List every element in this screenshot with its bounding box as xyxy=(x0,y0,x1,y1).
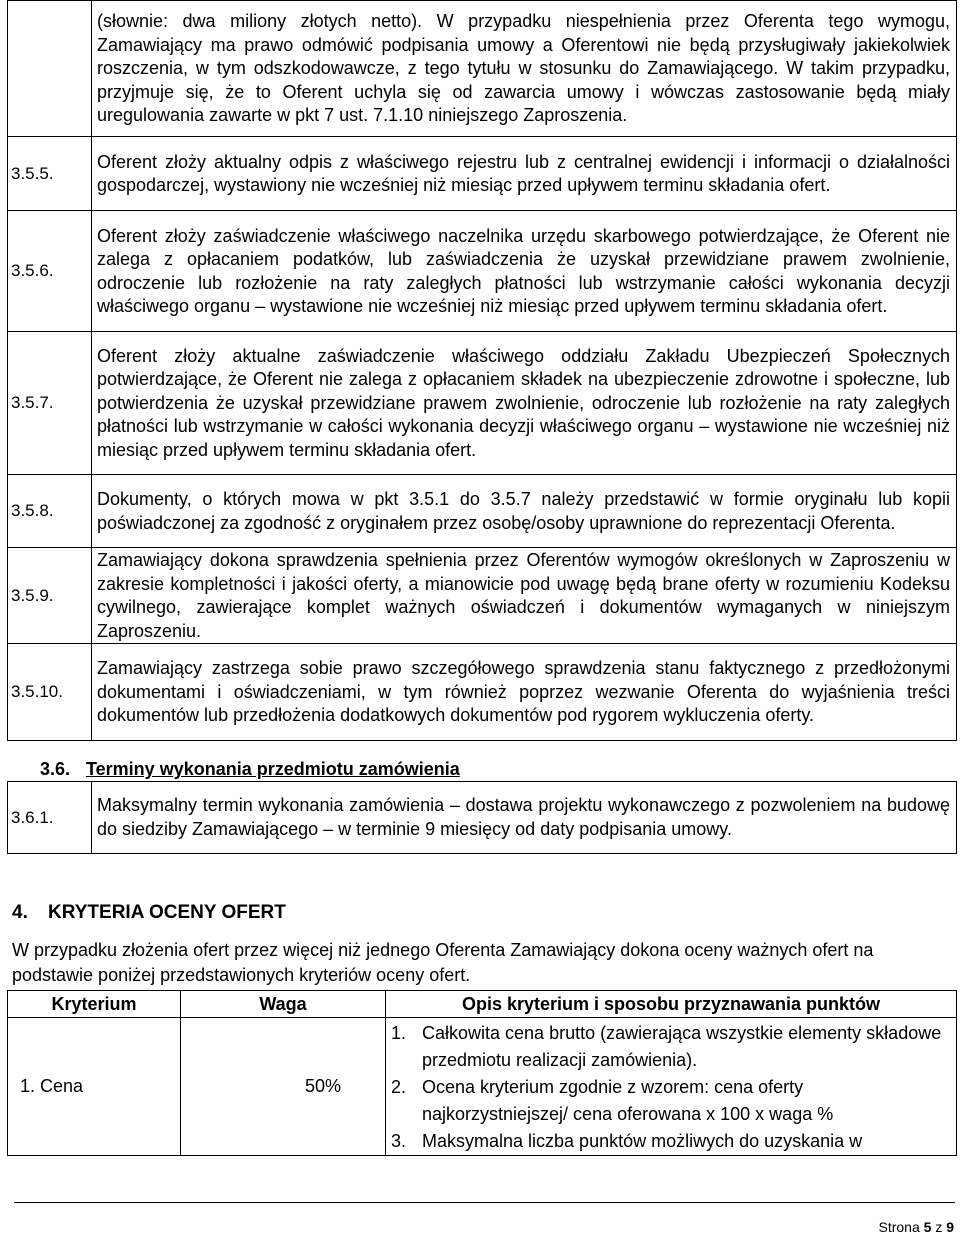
item-number: 3.5.6. xyxy=(8,211,92,332)
criteria-table xyxy=(7,990,957,1156)
item-text: Zamawiający dokona sprawdzenia spełnienia przez Oferentów wymogów określonych w Zaproszeniu w zakresie kompletności i jakości oferty, a mianowicie pod uwagę będą brane oferty w rozumieniu Kodeksu cywilnego, zawierające komplet ważnych oświadczeń i dokumentów wymaganych w niniejszym Zaproszeniu. xyxy=(92,548,957,644)
item-number: 3.5.9. xyxy=(8,548,92,644)
header-waga: Waga xyxy=(181,991,386,1018)
section-3-5-table xyxy=(7,0,957,741)
list-item xyxy=(391,1128,952,1155)
description-list xyxy=(391,1020,952,1155)
section-title: Terminy wykonania przedmiotu zamówienia xyxy=(86,759,460,779)
section-3-6-heading xyxy=(40,759,460,780)
item-text: (słownie: dwa miliony złotych netto). W przypadku niespełnienia przez Oferenta tego wymogu, Zamawiający ma prawo odmówić podpisania umowy a Oferentowi nie będą przysługiwały jakiekolwiek roszczenia, w tym odszkodowawcze, z tego tytułu w stosunku do Zamawiającego. W takim przypadku, przyjmuje się, że to Oferent uchyla się od zawarcia umowy i wówczas zastosowanie będą miały uregulowania zawarte w pkt 7 ust. 7.1.10 niniejszego Zaproszenia. xyxy=(92,1,957,137)
list-item-text: Maksymalna liczba punktów możliwych do uzyskania w xyxy=(422,1131,863,1151)
page-number: 5 xyxy=(923,1219,932,1235)
table-row xyxy=(8,332,957,475)
header-kryterium: Kryterium xyxy=(8,991,181,1018)
item-text: Oferent złoży aktualny odpis z właściwego rejestru lub z centralnej ewidencji i informacji o działalności gospodarczej, wystawiony nie wcześniej niż miesiąc przed upływem terminu składania ofert. xyxy=(92,137,957,211)
list-item-number: 1. xyxy=(391,1023,407,1043)
list-item-text: Całkowita cena brutto (zawierająca wszystkie elementy składowe przedmiotu realizacji zamówienia). xyxy=(422,1023,942,1070)
criterion-weight: 50% xyxy=(181,1018,386,1156)
item-text: Oferent złoży aktualne zaświadczenie właściwego oddziału Zakładu Ubezpieczeń Społecznych potwierdzające, że Oferent nie zalega z opłacaniem składek na ubezpieczenie zdrowotne i społeczne, lub potwierdzenia że uzyskał przewidziane prawem zwolnienie, odroczenie lub rozłożenie na raty zaległych płatności lub wstrzymanie w całości wykonania decyzji właściwego organu – wystawione nie wcześniej niż miesiąc przed upływem terminu składania ofert. xyxy=(92,332,957,475)
item-number: 3.5.8. xyxy=(8,475,92,548)
item-text: Oferent złoży zaświadczenie właściwego naczelnika urzędu skarbowego potwierdzające, że Oferent nie zalega z opłacaniem podatków, lub zaświadczenia że uzyskał przewidziane prawem zwolnienie, odroczenie lub rozłożenie na raty zaległych płatności lub wstrzymanie całości wykonania decyzji właściwego organu – wystawione nie wcześniej niż miesiąc przed upływem terminu składania ofert. xyxy=(92,211,957,332)
item-text: Maksymalny termin wykonania zamówienia – dostawa projektu wykonawczego z pozwoleniem na budowę do siedziby Zamawiającego – w terminie 9 miesięcy od daty podpisania umowy. xyxy=(92,782,957,854)
item-number xyxy=(8,1,92,137)
item-number: 3.5.7. xyxy=(8,332,92,475)
footer-divider xyxy=(14,1202,955,1203)
header-opis: Opis kryterium i sposobu przyznawania punktów xyxy=(386,991,957,1018)
item-text: Dokumenty, o których mowa w pkt 3.5.1 do 3.5.7 należy przedstawić w formie oryginału lub kopii poświadczonej za zgodność z oryginałem przez osobę/osoby uprawnione do reprezentacji Oferenta. xyxy=(92,475,957,548)
table-row xyxy=(8,1,957,137)
section-title: KRYTERIA OCENY OFERT xyxy=(48,902,286,923)
list-item xyxy=(391,1074,952,1128)
table-row xyxy=(8,475,957,548)
section-number: 4. xyxy=(12,902,28,923)
list-item xyxy=(391,1020,952,1074)
criterion-description xyxy=(386,1018,957,1156)
table-row xyxy=(8,137,957,211)
item-text: Zamawiający zastrzega sobie prawo szczegółowego sprawdzenia stanu faktycznego z przedłożonymi dokumentami i oświadczeniami, w tym również poprzez wezwanie Oferenta do wyjaśnienia treści dokumentów lub przedłożenia dodatkowych dokumentów pod rygorem wykluczenia oferty. xyxy=(92,644,957,741)
section-3-6-table xyxy=(7,781,957,854)
table-row xyxy=(8,1018,957,1156)
item-number: 3.5.10. xyxy=(8,644,92,741)
list-item-number: 2. xyxy=(391,1077,407,1097)
page-footer xyxy=(878,1219,954,1235)
page-label: Strona xyxy=(878,1219,920,1235)
table-row xyxy=(8,211,957,332)
section-4-heading xyxy=(12,902,286,924)
table-row xyxy=(8,644,957,741)
page-total: 9 xyxy=(946,1219,954,1235)
page-of: z xyxy=(935,1219,943,1235)
table-row xyxy=(8,782,957,854)
section-number: 3.6. xyxy=(40,759,71,779)
table-row xyxy=(8,548,957,644)
section-4-intro: W przypadku złożenia ofert przez więcej niż jednego Oferenta Zamawiający dokona oceny ważnych ofert na podstawie poniżej przedstawionych kryteriów oceny ofert. xyxy=(12,940,874,985)
criteria-header-row xyxy=(8,991,957,1018)
criterion-name: 1. Cena xyxy=(8,1018,181,1156)
list-item-number: 3. xyxy=(391,1131,407,1151)
item-number: 3.5.5. xyxy=(8,137,92,211)
item-number: 3.6.1. xyxy=(8,782,92,854)
list-item-text: Ocena kryterium zgodnie z wzorem: cena oferty najkorzystniejszej/ cena oferowana x 100 x waga % xyxy=(422,1077,834,1124)
